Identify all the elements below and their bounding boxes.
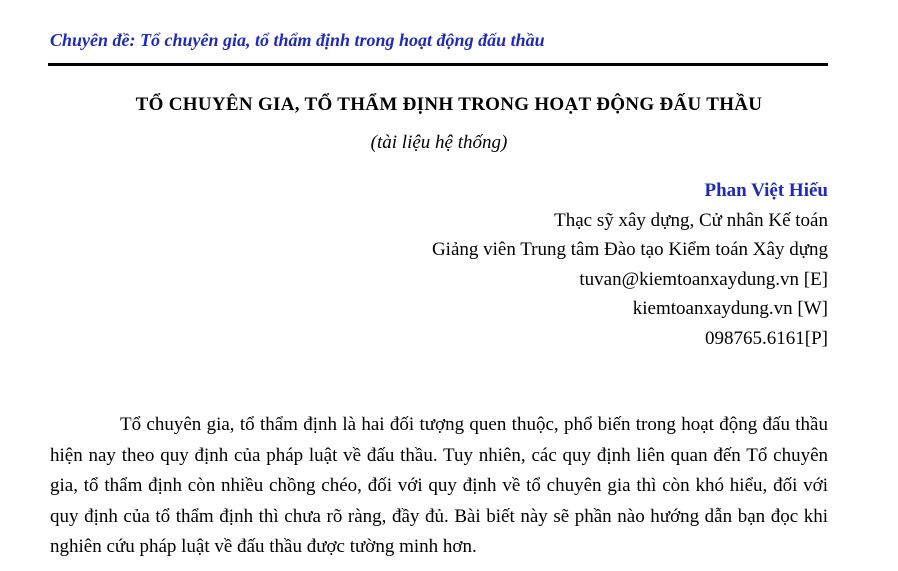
header-topic: Chuyên đề: Tổ chuyên gia, tổ thẩm định trong hoạt động đấu thầu bbox=[50, 30, 545, 50]
header-divider bbox=[48, 63, 828, 66]
author-name: Phan Việt Hiếu bbox=[704, 180, 828, 201]
author-phone: 098765.6161[P] bbox=[705, 327, 828, 349]
author-block bbox=[432, 176, 828, 354]
author-position: Giảng viên Trung tâm Đào tạo Kiểm toán Xây dựng bbox=[431, 239, 828, 261]
article-title: TỔ CHUYÊN GIA, TỔ THẨM ĐỊNH TRONG HOẠT ĐỘNG ĐẤU THẦU bbox=[135, 94, 763, 115]
author-email: tuvan@kiemtoanxaydung.vn [E] bbox=[579, 268, 828, 290]
author-degree: Thạc sỹ xây dựng, Cử nhân Kế toán bbox=[554, 209, 828, 231]
body-paragraph: Tổ chuyên gia, tổ thẩm định là hai đối tượng quen thuộc, phổ biến trong hoạt động đấu thầu hiện nay theo quy định của pháp luật về đấu thầu. Tuy nhiên, các quy định liên quan đến Tổ chuyên gia, tổ thẩm định còn nhiều chồng chéo, đối với quy định về tổ chuyên gia thì còn khó hiểu, đối với quy định của tổ thẩm định thì chưa rõ ràng, đầy đủ. Bài biết này sẽ phần nào hướng dẫn bạn đọc khi nghiên cứu pháp luật về đấu thầu được tường minh hơn. bbox=[50, 414, 828, 558]
article-subtitle: (tài liệu hệ thống) bbox=[370, 132, 508, 153]
author-website: kiemtoanxaydung.vn [W] bbox=[632, 298, 828, 320]
